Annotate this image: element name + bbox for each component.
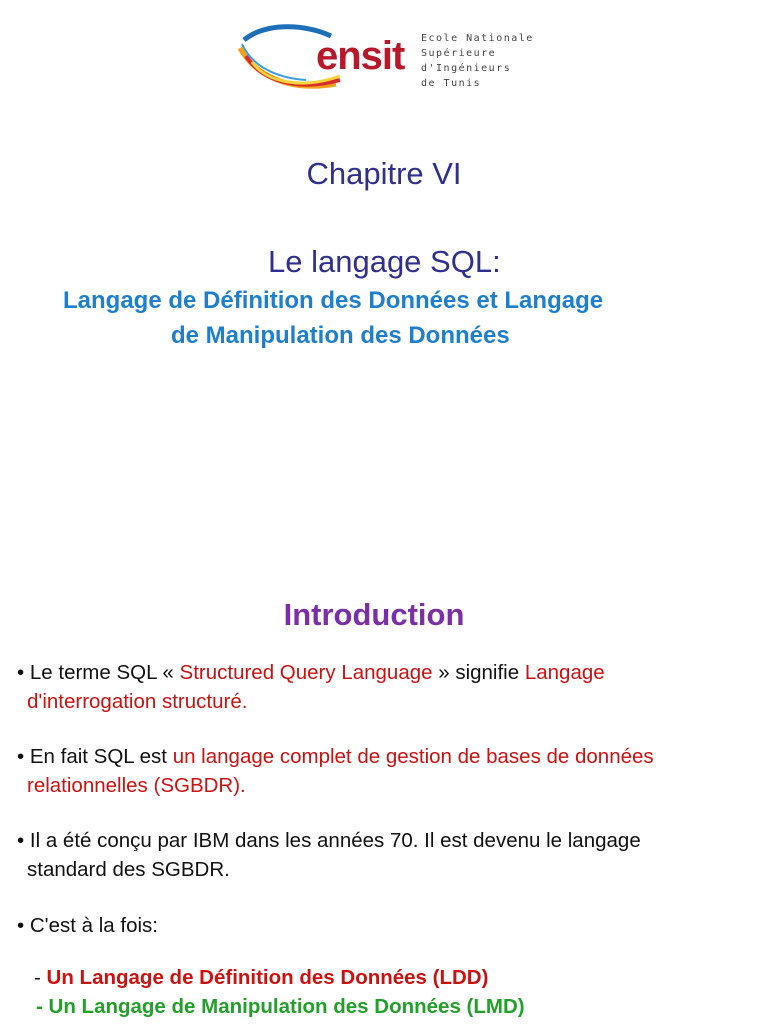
logo-wordmark: ensit	[316, 34, 405, 78]
text: • En fait SQL est	[17, 745, 173, 768]
school-line: de Tunis	[421, 78, 482, 89]
subtitle-line-1: Langage de Définition des Données et Langage	[63, 287, 604, 314]
highlight: un langage complet de gestion de bases de données	[172, 745, 654, 768]
subtitle-line-2: de Manipulation des Données	[171, 322, 510, 349]
bullet-both: • C'est à la fois:	[17, 914, 158, 937]
ldd-text: Un Langage de Définition des Données (LDD)	[46, 966, 489, 989]
dash: -	[34, 966, 47, 989]
school-line: Ecole Nationale	[421, 33, 534, 44]
ldd-item	[34, 966, 488, 990]
sql-title: Le langage SQL:	[268, 244, 501, 279]
bullet-sql-history	[17, 826, 641, 884]
text: » signifie	[432, 661, 525, 684]
lmd-item: - Un Langage de Manipulation des Données (LMD)	[36, 995, 525, 1018]
text: • Il a été conçu par IBM dans les années 70. Il est devenu le langage	[17, 829, 641, 852]
introduction-heading: Introduction	[283, 597, 465, 632]
highlight: relationnelles (SGBDR).	[27, 774, 246, 797]
highlight: Structured Query Language	[179, 661, 433, 684]
school-name	[421, 31, 534, 91]
ensit-logo	[236, 22, 546, 102]
bullet-sql-complete	[17, 742, 654, 800]
highlight: d'interrogation structuré.	[27, 690, 248, 713]
chapter-title: Chapitre VI	[306, 156, 462, 191]
school-line: Supérieure	[421, 48, 497, 59]
text: standard des SGBDR.	[27, 858, 230, 881]
text: • Le terme SQL «	[17, 661, 180, 684]
bullet-sql-term	[17, 658, 605, 716]
school-line: d'Ingénieurs	[421, 63, 512, 74]
highlight: Langage	[524, 661, 605, 684]
